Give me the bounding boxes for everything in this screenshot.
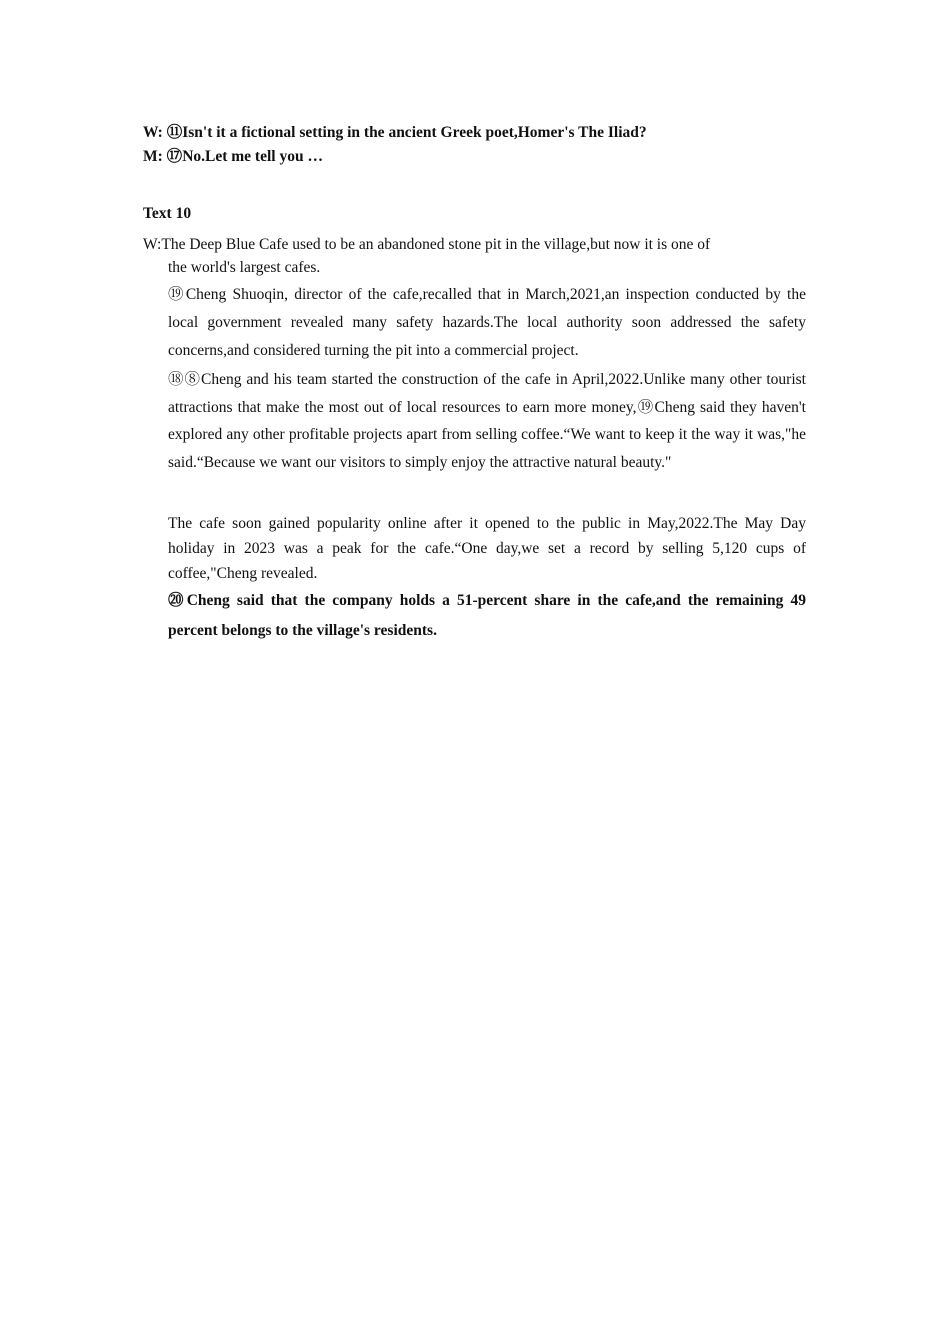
- dialog-line-man: [143, 147, 323, 167]
- paragraph-ownership: ⑳Cheng said that the company holds a 51-percent share in the cafe,and the remaining 49 percent belongs to the village's residents.: [168, 592, 806, 639]
- dialog-line-woman: [143, 123, 647, 143]
- question-marker: ⑰: [166, 148, 183, 165]
- section-title: Text 10: [143, 205, 192, 222]
- dialog-text: No.Let me tell you …: [182, 148, 323, 165]
- paragraph-inspection: ⑲Cheng Shuoqin, director of the cafe,recalled that in March,2021,an inspection conducted by the local government revealed many safety hazards.The local authority soon addressed the safety concerns,and considered turning the pit into a commercial project.: [168, 286, 806, 359]
- paragraph-construction: ⑱⑧Cheng and his team started the construction of the cafe in April,2022.Unlike many other tourist attractions that make the most out of local resources to earn more money,⑲Cheng said they haven't explored any other profitable projects apart from selling coffee.“We want to keep it the way it was,"he said.“Because we want our visitors to simply enjoy the attractive natural beauty.": [168, 371, 806, 472]
- intro-line-1: W:The Deep Blue Cafe used to be an abandoned stone pit in the village,but now it is one of: [143, 236, 711, 253]
- question-marker: ⑪: [166, 124, 183, 141]
- intro-line-2: the world's largest cafes.: [168, 259, 321, 276]
- speaker-label: W:: [143, 124, 163, 141]
- dialog-text: Isn't it a fictional setting in the ancient Greek poet,Homer's The Iliad?: [182, 124, 647, 141]
- speaker-label: M:: [143, 148, 163, 165]
- paragraph-popularity: The cafe soon gained popularity online after it opened to the public in May,2022.The May Day holiday in 2023 was a peak for the cafe.“One day,we set a record by selling 5,120 cups of coffee,"Cheng revealed.: [168, 515, 806, 582]
